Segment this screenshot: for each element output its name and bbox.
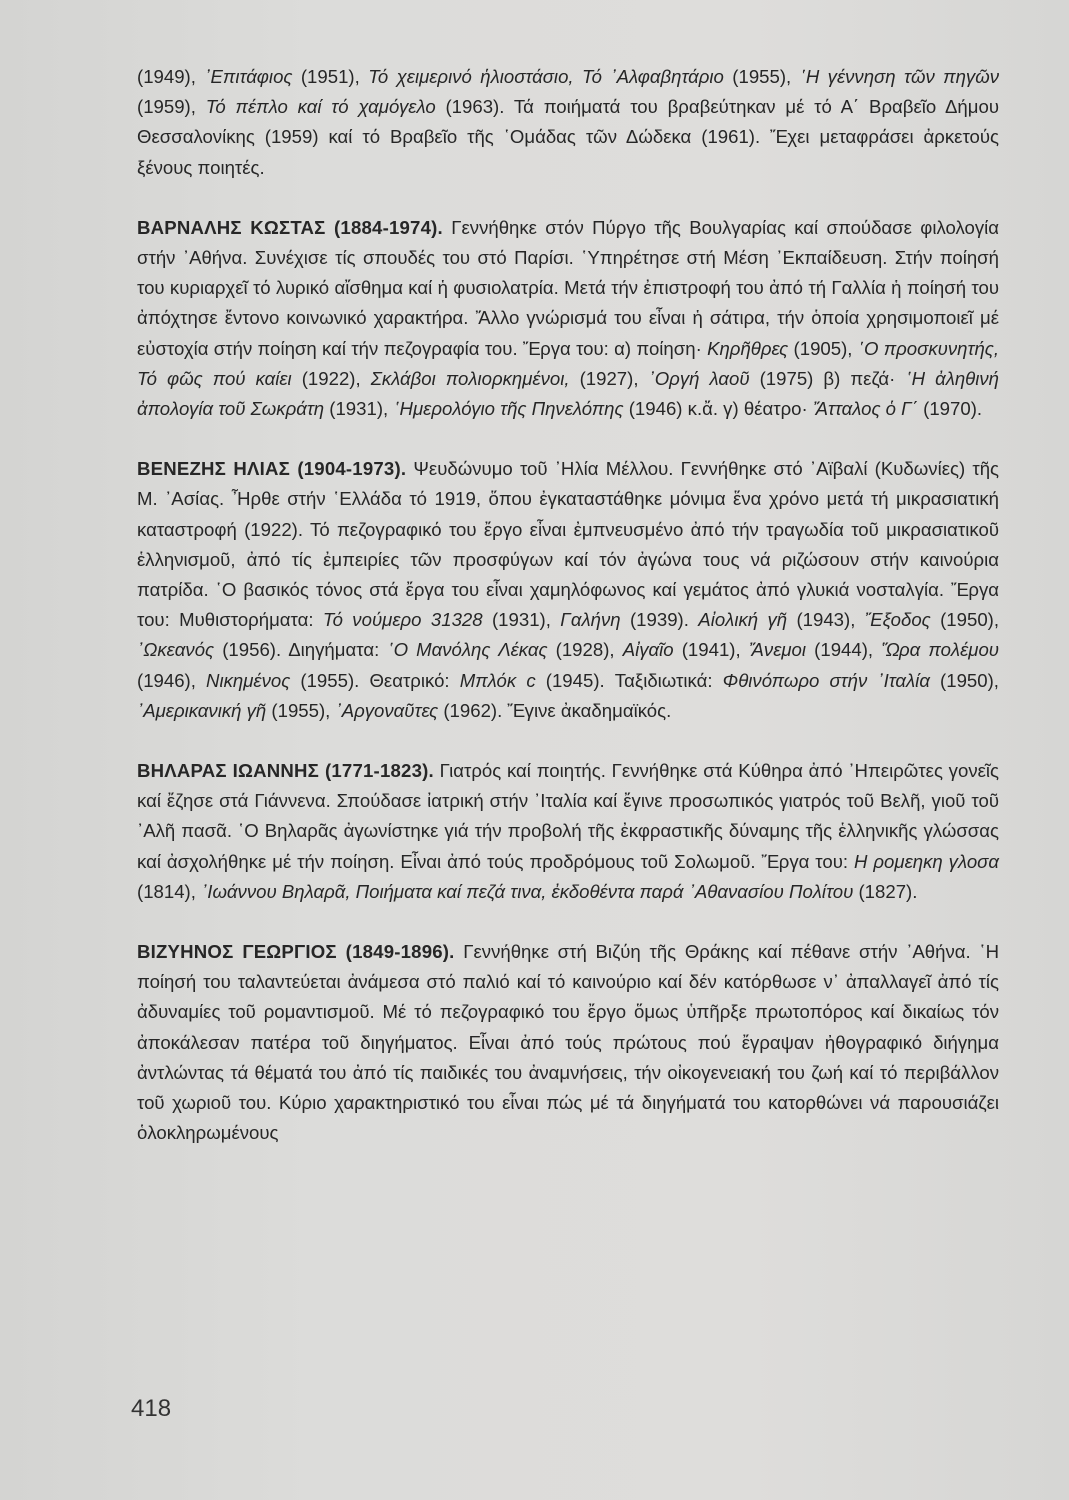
italic-title-run: ᾿Οργή λαοῦ <box>648 367 750 389</box>
text-run: (1950), <box>930 609 1000 631</box>
text-run: (1945). Ταξιδιωτικά: <box>535 669 723 691</box>
text-run: (1946) κ.ἄ. γ) θέατρο· <box>623 398 813 420</box>
text-run: (1959), <box>137 96 206 118</box>
text-run: (1931), <box>324 398 394 420</box>
italic-title-run: Ἄτταλος ὁ Γ΄ <box>812 398 918 420</box>
italic-title-run: Ὥρα πολέμου <box>881 639 1000 661</box>
text-block <box>137 62 999 1149</box>
biography-entry <box>137 454 999 726</box>
italic-title-run: Μπλόκ c <box>459 669 536 691</box>
text-run: (1955). Θεατρικό: <box>290 669 460 691</box>
italic-title-run: Σκλάβοι πολιορκημένοι, <box>370 367 570 389</box>
text-run: (1941), <box>673 639 749 661</box>
italic-title-run: Ἄνεμοι <box>748 639 807 661</box>
text-run: Γιατρός καί ποιητής. Γεννήθηκε στά Κύθηρα ἀπό ᾿Ηπειρῶτες γονεῖς καί ἔζησε στά Γιάννενα. Σπούδασε ἰατρική στήν ᾿Ιταλία καί ἔγινε προσωπικός γιατρός τοῦ Βελῆ, γιοῦ τοῦ ᾿Αλῆ πασᾶ. ῾Ο Βηλαρᾶς ἀγωνίστηκε γιά τήν προβολή τῆς ἐκφραστικῆς δύναμης τῆς ἑλληνικῆς γλώσσας καί ἀσχολήθηκε μέ τήν ποίηση. Εἶναι ἀπό τούς προδρόμους τοῦ Σολωμοῦ. Ἔργα του: <box>137 760 1000 872</box>
biography-entry <box>137 213 999 424</box>
entry-heading: ΒΙΖΥΗΝΟΣ ΓΕΩΡΓΙΟΣ (1849-1896). <box>137 941 455 963</box>
text-run: (1970). <box>917 398 983 420</box>
text-run: (1975) β) πεζά· <box>749 367 906 389</box>
text-run: Ψευδώνυμο τοῦ ᾿Ηλία Μέλλου. Γεννήθηκε στό ᾿Αϊβαλί (Κυδωνίες) τῆς Μ. ᾿Ασίας. Ἦρθε στήν ῾Ελλάδα τό 1919, ὅπου ἐγκαταστάθηκε μόνιμα ἕνα χρόνο μετά τή μικρασιατική καταστροφή (1922). Τό πεζογραφικό του ἔργο εἶναι ἐμπνευσμένο ἀπό τήν τραγωδία τοῦ μικρασιατικοῦ ἑλληνισμοῦ, ἀπό τίς ἐμπειρίες τῶν προσφύγων καί τόν ἀγώνα τους νά ριζώσουν στήν καινούρια πατρίδα. ῾Ο βασικός τόνος στά ἔργα του εἶναι χαμηλόφωνος καί γεμάτος ἀπό γλυκιά νοσταλγία. Ἔργα του: Μυθιστορήματα: <box>137 458 999 631</box>
italic-title-run: ῾Η γέννηση τῶν πηγῶν <box>799 66 1000 87</box>
text-run: (1950), <box>929 669 999 691</box>
text-run: (1927), <box>569 367 649 389</box>
text-run: (1928), <box>547 639 623 661</box>
italic-title-run: Η ρομεηκη γλοσα <box>854 850 999 872</box>
page-number: 418 <box>131 1395 172 1422</box>
italic-title-run: Τό πέπλο καί τό χαμόγελο <box>205 96 436 118</box>
entry-heading: ΒΕΝΕΖΗΣ ΗΛΙΑΣ (1904-1973). <box>137 458 407 480</box>
italic-title-run: ᾿Αμερικανική γῆ <box>137 699 267 721</box>
italic-title-run: Τό χειμερινό ἡλιοστάσιο, Τό ᾿Αλφαβητάριο <box>368 66 724 87</box>
italic-title-run: Γαλήνη <box>560 609 621 631</box>
text-run: (1827). <box>853 880 918 902</box>
text-run: (1946), <box>137 669 207 691</box>
text-run: (1956). Διηγήματα: <box>214 639 388 661</box>
intro-paragraph <box>137 62 999 183</box>
entry-heading: ΒΗΛΑΡΑΣ ΙΩΑΝΝΗΣ (1771-1823). <box>137 760 434 782</box>
italic-title-run: ᾿Αργοναῦτες <box>335 699 439 721</box>
text-run: (1949), <box>137 66 205 87</box>
italic-title-run: ῾Ο Μανόλης Λέκας <box>387 639 548 661</box>
biography-entry <box>137 937 999 1148</box>
italic-title-run: Ἔξοδος <box>864 609 931 631</box>
text-run: Γεννήθηκε στή Βιζύη τῆς Θράκης καί πέθανε στήν ᾿Αθήνα. ῾Η ποίησή του ταλαντεύεται ἀνάμεσα στό παλιό καί τό καινούριο καί δέν κατόρθωσε ν᾿ ἀπαλλαγεῖ ἀπό τίς ἀδυναμίες τοῦ ρομαντισμοῦ. Μέ τό πεζογραφικό του ἔργο ὅμως ὑπῆρξε πρωτοπόρος καί δικαίως τόν ἀποκάλεσαν πατέρα τοῦ διηγήματος. Εἶναι ἀπό τούς πρώτους πού ἔγραψαν ἠθογραφικό διήγημα ἀντλώντας τά θέματά του ἀπό τίς παιδικές του ἀναμνήσεις, τήν οἰκογενειακή του ζωή καί τό περιβάλλον τοῦ χωριοῦ του. Κύριο χαρακτηριστικό του εἶναι πώς μέ τά διηγήματά του κατορθώνει νά παρουσιάζει ὁλοκληρωμένους <box>137 941 999 1144</box>
text-run: (1939). <box>620 609 699 631</box>
italic-title-run: ᾿Ιωάννου Βηλαρᾶ, Ποιήματα καί πεζά τινα, ἐκδοθέντα παρά ᾿Αθανασίου Πολίτου <box>201 880 854 902</box>
text-run: (1931), <box>482 609 561 631</box>
text-run: (1955), <box>723 66 800 87</box>
italic-title-run: Νικημένος <box>206 669 291 691</box>
text-run: Γεννήθηκε στόν Πύργο τῆς Βουλγαρίας καί σπούδασε φιλολογία στήν ᾿Αθήνα. Συνέχισε τίς σπουδές του στό Παρίσι. ῾Υπηρέτησε στή Μέση ᾿Εκπαίδευση. Στήν ποίησή του κυριαρχεῖ τό λυρικό αἴσθημα καί ἡ φυσιολατρία. Μετά τήν ἐπιστροφή του ἀπό τή Γαλλία ἡ ποίησή του ἀπόχτησε ἔντονο κοινωνικό χαρακτήρα. Ἄλλο γνώρισμά του εἶναι ἡ σάτιρα, τήν ὁποία χρησιμοποιεῖ μέ εὐστοχία στήν ποίηση καί τήν πεζογραφία του. Ἔργα του: α) ποίηση· <box>137 216 999 359</box>
text-run: (1943), <box>787 609 865 631</box>
italic-title-run: Κηρῆθρες <box>707 337 789 359</box>
italic-title-run: Αἰγαῖο <box>622 639 674 661</box>
italic-title-run: ῾Ο προσκυνητής, Τό φῶς πού καίει <box>137 337 999 389</box>
text-run: (1814), <box>137 880 202 902</box>
entries-list <box>137 213 999 1149</box>
text-run: (1955), <box>266 699 336 721</box>
text-run: (1951), <box>292 66 369 87</box>
text-run: (1962). Ἔγινε ἀκαδημαϊκός. <box>438 699 672 721</box>
text-run: (1944), <box>806 639 882 661</box>
italic-title-run: ᾿Επιτάφιος <box>204 66 293 87</box>
text-run: (1922), <box>291 367 371 389</box>
entry-heading: ΒΑΡΝΑΛΗΣ ΚΩΣΤΑΣ (1884-1974). <box>137 216 443 238</box>
text-run: (1963). Τά ποιήματά του βραβεύτηκαν μέ τό Α΄ Βραβεῖο Δήμου Θεσσαλονίκης (1959) καί τό Βραβεῖο τῆς ῾Ομάδας τῶν Δώδεκα (1961). Ἔχει μεταφράσει ἀρκετούς ξένους ποιητές. <box>137 96 999 178</box>
italic-title-run: ᾿Ωκεανός <box>137 639 215 661</box>
italic-title-run: Τό νούμερο 31328 <box>322 609 483 631</box>
italic-title-run: Φθινόπωρο στήν ᾿Ιταλία <box>722 669 930 691</box>
italic-title-run: ῾Η ἀληθινή ἀπολογία τοῦ Σωκράτη <box>137 367 1000 420</box>
italic-title-run: Αἰολική γῆ <box>698 609 788 631</box>
italic-title-run: ῾Ημερολόγιο τῆς Πηνελόπης <box>393 398 624 420</box>
text-run: (1905), <box>788 337 858 359</box>
biography-entry <box>137 756 999 907</box>
